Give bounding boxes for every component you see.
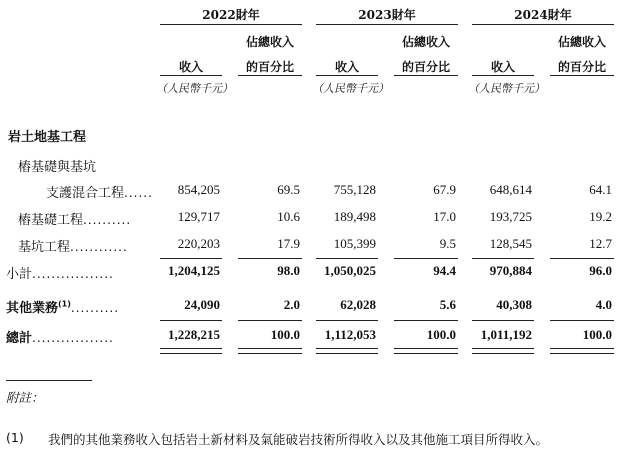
- notes-separator: [6, 380, 92, 381]
- cell-revenue-2023: 755,128: [333, 182, 376, 197]
- double-underline: [394, 348, 458, 354]
- col-pct-2022-line2: 的百分比: [245, 60, 294, 74]
- year-header-2022: 2022財年: [202, 8, 260, 22]
- notes-title: 附註：: [6, 390, 44, 405]
- total-rule: [160, 320, 222, 321]
- cell-revenue-2024: 648,614: [489, 182, 532, 197]
- double-underline: [550, 348, 614, 354]
- cell-pct-2024: 96.0: [589, 263, 612, 278]
- col-pct-2022-line1: 佔總收入: [245, 35, 294, 49]
- row-label-total: 總計.................: [6, 331, 114, 346]
- col-pct-2024-line2: 的百分比: [557, 60, 606, 74]
- row-label-other: 其他業務$^{(1)}$..........: [6, 299, 120, 316]
- row-label: 樁基礎工程..........: [18, 213, 132, 228]
- note-text: 我們的其他業務收入包括岩土新材料及氣能破岩技術所得收入以及其他施工項目所得收入。: [48, 432, 549, 447]
- subtotal-rule: [394, 258, 458, 259]
- subtotal-rule: [550, 258, 614, 259]
- cell-revenue-2022: 24,090: [184, 297, 220, 312]
- total-rule: [316, 320, 378, 321]
- cell-pct-2022: 17.9: [277, 236, 300, 251]
- total-rule: [550, 320, 614, 321]
- col-rule: [472, 75, 534, 76]
- cell-pct-2024: 4.0: [595, 297, 612, 312]
- cell-revenue-2022: 129,717: [177, 209, 220, 224]
- subtotal-rule: [472, 258, 534, 259]
- cell-revenue-2023: 1,050,025: [324, 263, 376, 278]
- cell-revenue-2024: 128,545: [489, 236, 532, 251]
- total-rule: [472, 320, 534, 321]
- double-underline: [472, 348, 534, 354]
- section-title: 岩土地基工程: [8, 130, 87, 145]
- double-underline: [238, 348, 302, 354]
- year-rule-2024: [472, 24, 614, 25]
- cell-pct-2022: 69.5: [277, 182, 300, 197]
- cell-revenue-2022: 220,203: [177, 236, 220, 251]
- cell-pct-2024: 19.2: [589, 209, 612, 224]
- cell-revenue-2024: 193,725: [489, 209, 532, 224]
- cell-pct-2023: 67.9: [433, 182, 456, 197]
- row-label: 基坑工程............: [18, 240, 128, 255]
- cell-pct-2024: 12.7: [589, 236, 612, 251]
- row-label-subtotal: 小計.................: [6, 267, 114, 282]
- cell-pct-2023: 100.0: [426, 327, 456, 342]
- year-header-2024: 2024財年: [514, 8, 572, 22]
- subtotal-rule: [316, 258, 378, 259]
- total-rule: [394, 320, 458, 321]
- cell-revenue-2022: 854,205: [177, 182, 220, 197]
- unit-2024: （人民幣千元）: [468, 82, 545, 95]
- cell-pct-2022: 98.0: [277, 263, 300, 278]
- col-pct-2024-line1: 佔總收入: [557, 35, 606, 49]
- col-rule: [550, 75, 614, 76]
- cell-pct-2024: 64.1: [589, 182, 612, 197]
- col-rule: [238, 75, 302, 76]
- cell-revenue-2024: 40,308: [496, 297, 532, 312]
- cell-pct-2023: 94.4: [433, 263, 456, 278]
- col-rule: [394, 75, 458, 76]
- cell-pct-2023: 9.5: [439, 236, 456, 251]
- cell-pct-2022: 2.0: [283, 297, 300, 312]
- col-revenue-2023: 收入: [334, 60, 359, 74]
- subsection-title: 樁基礎與基坑: [18, 160, 97, 175]
- col-rule: [316, 75, 378, 76]
- unit-2023: （人民幣千元）: [312, 82, 389, 95]
- subtotal-rule: [160, 258, 222, 259]
- double-underline: [160, 348, 222, 354]
- cell-pct-2022: 100.0: [270, 327, 300, 342]
- note-marker: (1): [6, 430, 24, 445]
- col-revenue-2022: 收入: [178, 60, 203, 74]
- cell-pct-2023: 17.0: [433, 209, 456, 224]
- row-label: 支護混合工程......: [46, 186, 153, 201]
- col-pct-2023-line2: 的百分比: [401, 60, 450, 74]
- year-rule-2023: [316, 24, 458, 25]
- cell-revenue-2024: 1,011,192: [480, 327, 532, 342]
- cell-pct-2023: 5.6: [439, 297, 456, 312]
- year-rule-2022: [160, 24, 302, 25]
- year-header-2023: 2023財年: [358, 8, 416, 22]
- cell-pct-2024: 100.0: [582, 327, 612, 342]
- col-pct-2023-line1: 佔總收入: [401, 35, 450, 49]
- cell-pct-2022: 10.6: [277, 209, 300, 224]
- total-rule: [238, 320, 302, 321]
- subtotal-rule: [238, 258, 302, 259]
- cell-revenue-2022: 1,204,125: [168, 263, 220, 278]
- cell-revenue-2023: 189,498: [333, 209, 376, 224]
- col-revenue-2024: 收入: [490, 60, 515, 74]
- double-underline: [316, 348, 378, 354]
- cell-revenue-2022: 1,228,215: [168, 327, 220, 342]
- cell-revenue-2023: 1,112,053: [324, 327, 376, 342]
- col-rule: [160, 75, 222, 76]
- unit-2022: （人民幣千元）: [156, 82, 233, 95]
- cell-revenue-2023: 105,399: [333, 236, 376, 251]
- cell-revenue-2024: 970,884: [489, 263, 532, 278]
- cell-revenue-2023: 62,028: [340, 297, 376, 312]
